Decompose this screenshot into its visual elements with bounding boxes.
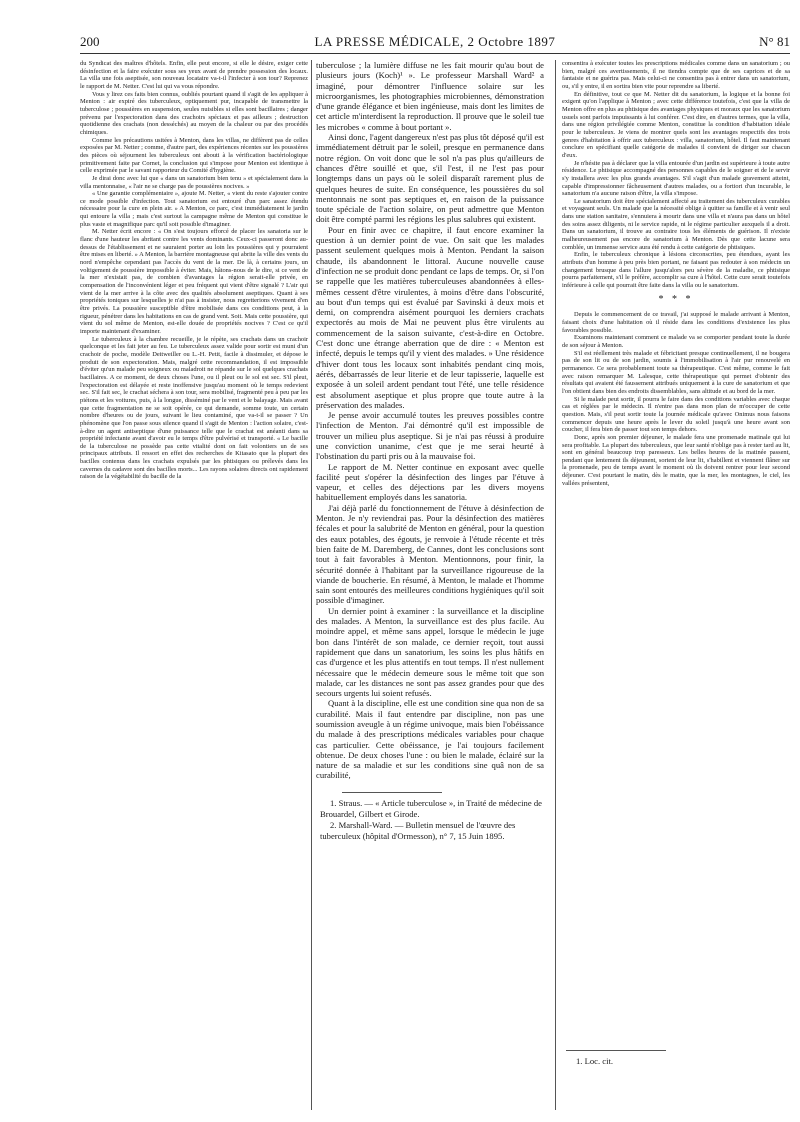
paragraph: Un dernier point à examiner : la surveillance et la discipline des malades. A Menton, la surveillance est des plus facile. Au moindre appel, et même sans appel, lorsque le médecin le juge bon dans l'intérêt de son malade, ce dernier reçoit, tout aussi rapidement que dans un sanatorium, les soins les plus hâtifs en cas d'urgence et les plus attentifs en tout temps. Il n'est nullement nécessaire que le médecin demeure sous le même toit que son malade, car les distances ne sont pas assez grandes pour que des secours urgents lui soient refusés. (316, 605, 544, 699)
footnote: 1. Straus. — « Article tuberculose », in Traité de médecine de Brouardel, Gilbert et Girode. (320, 798, 542, 819)
paragraph: M. Netter écrit encore : « On s'est toujours efforcé de placer les sanatoria sur le flanc d'une hauteur les abritant contre les vents dominants. Ceux-ci passeront donc au-dessus de l'établissement et ne sauraient porter au loin les poussières qui y pourraient être mises en liberté. » A Menton, la barrière montagneuse qui abrite la ville des vents du nord n'empêche cependant pas l'accès du vent de la mer. De là, à certains jours, un voltigement de poussière impossible à éviter. Mais, hâtons-nous de le dire, si ce vent de la mer n'existait pas, de combien d'avantages la région serait-elle privée, en compensation de l'inconvénient léger et peu fréquent qui vient d'être signalé ? L'air qui vient de la mer arrive à la côte avec des qualités absolument aseptiques. Quant à ses propriétés toniques sur lesquelles je n'ai pas à insister, nous regretterions vivement d'en être privés. La poussière susceptible d'être mobilisée dans ces conditions peut, à la rigueur, pénétrer dans les habitations en cas de grand vent. Soit. Mais cette poussière, qui vient du sol même de Menton, est-elle douée de propriétés nocives ? C'est ce qu'il importe maintenant d'examiner. (80, 228, 308, 335)
paragraph: S'il est réellement très malade et fébricitant presque continuellement, il ne bougera pas de son lit ou de son jardin, soumis à l'immobilisation à l'air pur renouvelé en permanence. Ce sera probablement toute sa thérapeutique. C'est même, comme le fait avec raison remarquer M. Lalesque, cette thérapeutique qui permet d'obtenir des résultats qui avaient été faussement attribués uniquement à la cure de sanatorium et que l'on obtient dans bien des endroits dissemblables, sans altitude et au bord de la mer. (562, 349, 790, 395)
section-separator: * * * (658, 293, 694, 305)
column-divider-2 (555, 60, 556, 1110)
paragraph: tuberculose ; la lumière diffuse ne les fait mourir qu'au bout de plusieurs jours (Koch)¹ ». Le professeur Marshall Ward² a imaginé, pour démontrer l'influence solaire sur les microorganismes, les photographies microbiennes, démonstration d'une grande élégance et bien ingénieuse, mais dont les limites de cet article m'interdisent la reproduction. Il prouve que le soleil tue les microbes « comme à bout portant ». (316, 60, 544, 132)
paragraph: Le tuberculeux à la chambre recueille, je le répète, ses crachats dans un crachoir quelconque et les fait jeter au feu. Le tuberculeux assez valide pour sortir est muni d'un crachoir de poche, modèle Deitweiller ou L.-H. Petit, facile à dissimuler, et dépose le produit de son expectoration. Mais, malgré cette recommandation, il est impossible d'éviter qu'un malade peu soigneux ou maladroit ne répande sur le sol quelques crachats bacillaires. A ce moment, de deux choses l'une, ou il pleut ou le sol est sec. S'il pleut, l'expectoration est délayée et reste inoffensive jusqu'au moment où le temps redevient sec. S'il fait sec, le crachat séchera à son tour, sera mobilisé, fragmenté peu à peu par les piétons et les voitures, puis, à la longue, disséminé par le vent et le balayage. Mais avant que cette fragmentation ne se soit opérée, ce qui demande, somme toute, un certain nombre d'heures ou de jours, suivant le lieu contaminé, que va-t-il se passer ? Un phénomène que l'on passe sous silence quand il s'agit de Menton : l'action solaire, c'est-à-dire un agent antiseptique d'une puissance telle que le crachat est anéanti dans sa propriété infectante avant d'avoir eu le temps d'être pulvérisé et transporté. « Le bacille de la tuberculose ne possède pas cette vitalité dont on fait volontiers un de ses principaux attributs. Il ressort en effet des recherches de Kitasato que la plupart des bacilles contenus dans les crachats expulsés par les phtisiques ou prélevés dans les cavernes du cadavre sont des bacilles morts... Les rayons solaires directs ont rapidement raison de la végétabilité du bacille de la (80, 335, 308, 481)
footnote-rule (342, 792, 442, 793)
paragraph: En définitive, tout ce que M. Netter dit du sanatorium, la logique et la bonne foi exigent qu'on l'applique à Menton ; avec cette différence toutefois, c'est que la villa de Menton offre en plus au phtisique des avantages physiques et moraux que les sanatorium usuels sont parfois impuissants à lui conférer. C'est dire, en d'autres termes, que la villa, dans une région privilégiée comme Menton, constitue la condition d'habitation idéale pour le tuberculeux. Je viens de montrer quels sont les avantages respectifs des trois genres d'habitation à offrir aux tuberculeux : villa, sanatorium, hôtel. Il faut maintenant conclure en spécifiant quelle catégorie de malades il convient de diriger sur chacun d'eux. (562, 90, 790, 159)
footnote: 1. Loc. cit. (576, 1056, 613, 1066)
paragraph: Examinons maintenant comment ce malade va se comporter pendant toute la durée de son séjour à Menton. (562, 334, 790, 349)
header-rule (80, 53, 790, 54)
paragraph: du Syndicat des maîtres d'hôtels. Enfin, elle peut encore, si elle le désire, exiger cette désinfection et la faire exécuter sous ses yeux avant de prendre possession des locaux. La villa une fois aseptisée, son nouveau locataire va-t-il l'infecter à son tour? Reprenez le rapport de M. Netter. C'est lui qui va vous répondre. (80, 60, 308, 90)
paragraph: Je n'hésite pas à déclarer que la villa entourée d'un jardin est supérieure à toute autre résidence. Le phtisique accompagné des personnes capables de le soigner et de le servir s'y installera avec les plus grands avantages. S'il s'agit d'un malade gravement atteint, capable d'impressionner fâcheusement d'autres malades, ou a fortiori d'un incurable, le sanatorium n'a aucune raison d'être, la villa s'impose. (562, 159, 790, 198)
paragraph: Quant à la discipline, elle est une condition sine qua non de sa curabilité. Mais il faut entendre par discipline, non pas une soumission aveugle à un régime univoque, mais bien l'obéissance du malade à des prescriptions médicales variables pour chaque cas particulier. Cette obéissance, je l'ai toujours facilement obtenue. De deux choses l'une : ou bien le malade, éclairé sur la nature de sa maladie et sur les conditions sine quâ non de sa curabilité, (316, 698, 544, 781)
column-3 (562, 60, 790, 1118)
footnote: 2. Marshall-Ward. — Bulletin mensuel de l'œuvre des tuberculeux (hôpital d'Ormesson), n° 7, 15 Juin 1895. (320, 820, 516, 841)
paragraph: Pour en finir avec ce chapitre, il faut encore examiner la question à un dernier point de vue. On sait que les malades passent seulement quelques mois à Menton. Pendant la saison chaude, ils abandonnent le littoral. Aucune nouvelle cause d'infection ne se produit donc pendant ce laps de temps. Or, si l'on se rappelle que les matières tuberculeuses abandonnées à elles-mêmes cessent d'être virulentes, à moins d'être dans l'obscurité, au bout d'un temps qui est évalué par Savinski à deux mois et demi, on comprendra aisément pourquoi les derniers crachats expectorés au mois de Mai ne peuvent plus être virulents au commencement de la saison suivante, c'est-à-dire en Octobre. C'est donc une étrange aberration que de dire : « Menton est infecté, depuis le temps qu'il y vient des malades. » Une résidence d'hiver dont tous les locaux sont inhabités pendant cinq mois, aérés, débarrassés de leur literie et de leur tapisserie, laquelle est exposée à un soleil ardent pendant tout l'été, une telle résidence est absolument aseptique et plus propre que toute autre à la préservation des malades. (316, 224, 544, 410)
page-number: 200 (80, 34, 100, 49)
paragraph: Enfin, le tuberculeux chronique à lésions circonscrites, peu étendues, ayant les attributs d'un homme à peu près bien portant, ne faisant pas redouter à son médecin un changement brusque dans l'allure jusqu'alors peu sévère de la maladie, ce phtisique pourra parfaitement, s'il le préfère, accomplir sa cure à l'hôtel. Cette cure serait toutefois inférieure à celle qui pourrait être faite dans la villa ou le sanatorium. (562, 251, 790, 290)
column-divider-1 (311, 60, 312, 1110)
paragraph: Le sanatorium doit être spécialement affecté au traitement des tuberculeux curables et voyageant seuls. Un malade que la nécessité oblige à quitter sa famille et à venir seul dans une station sanitaire, s'ennuiera à mourir dans une villa et n'aura pas dans un hôtel des soins assez diligents, ni le service rapide, ni le régime particulier auxquels il a droit. Dans un sanatorium, il trouve au contraire tous les éléments de guérison. Il n'existe malheureusement pas encore de sanatorium à Menton. Dès que cette lacune sera comblée, un immense service aura été rendu à cette catégorie de phtisiques. (562, 197, 790, 251)
paragraph: consentira à exécuter toutes les prescriptions médicales comme dans un sanatorium ; ou bien, malgré ces avertissements, il ne tiendra compte que de ses caprices et de sa fantaisie et ne guérira pas. Mais celui-ci ne consentira pas à entrer dans un sanatorium, ou, s'il y entre, il en sortira bien vite pour reprendre sa liberté. (562, 60, 790, 90)
paragraph: Le rapport de M. Netter continue en exposant avec quelle facilité peut s'opérer la désinfection des linges par l'étuve à vapeur, et celles des déjections par les divers moyens habituellement employés dans les sanatoria. (316, 461, 544, 503)
paragraph: Je pense avoir accumulé toutes les preuves possibles contre l'infection de Menton. J'ai démontré qu'il est impossible de trouver un milieu plus aseptique. Si je n'ai pas réussi à produire une conviction unanime, c'est que je me serai heurté à l'obstination du parti pris ou à la mauvaise foi. (316, 410, 544, 462)
paragraph: Depuis le commencement de ce travail, j'ai supposé le malade arrivant à Menton, faisant choix d'une habitation où il réside dans les conditions d'existence les plus favorables possible. (562, 311, 790, 334)
paragraph: « Une garantie complémentaire », ajoute M. Netter, « vient du reste s'ajouter contre ce mode possible d'infection. Tout sanatorium est entouré d'un parc assez étendu nécessaire pour la cure en plein air. » A Menton, ce parc, c'est immédiatement le jardin qui entoure la villa ; mais c'est surtout la campagne même de Menton qui constitue le plus vaste et magnifique parc qu'il soit possible d'imaginer. (80, 190, 308, 228)
journal-title: LA PRESSE MÉDICALE, 2 Octobre 1897 (314, 34, 556, 49)
column-1 (80, 60, 308, 1120)
column-2 (316, 60, 544, 787)
paragraph: Si le malade peut sortir, il pourra le faire dans des conditions variables avec chaque cas et réglées par le médecin. Il n'entre pas dans mon plan de m'occuper de cette question. Mais, s'il peut sortir toute la journée médicale qu'avec Onimus nous faisons commencer depuis une heure après le lever du soleil jusqu'à une heure avant son coucher, il fera bien de passer tout son temps dehors. (562, 395, 790, 434)
footnote-rule (566, 1050, 666, 1051)
page-header (80, 34, 790, 50)
paragraph: Ainsi donc, l'agent dangereux n'est pas plus tôt déposé qu'il est immédiatement détruit par le soleil, presque en permanence dans notre région. On voit donc que le sol n'a pas plus qu'ailleurs de chances d'être souillé et que, s'il l'est, il ne l'est pas pour longtemps dans un pays où le soleil disparaît rarement plus de quelques heures de suite. En conséquence, les poussières du sol mentonnais ne sont pas septiques et, en raison de la puissance toute spéciale de l'action solaire, on peut admettre que Menton doit être compté parmi les régions les plus salubres qui existent. (316, 132, 544, 225)
paragraph: J'ai déjà parlé du fonctionnement de l'étuve à désinfection de Menton. Je n'y reviendrai pas. Pour la désinfection des matières fécales et pour la salubrité de Menton en général, pour la question des eaux potables, des égouts, je renvoie à l'étude récente et très bien faite de M. Daremberg, de Cannes, dont les conclusions sont tout à fait favorables à Menton. Mentionnons, pour finir, la sécurité donnée à l'habitant par la surveillance rigoureuse de la viande de boucherie. En résumé, à Menton, le malade et l'homme sain sont entourés des meilleures conditions hygiéniques qu'il soit possible d'imaginer. (316, 502, 544, 606)
paragraph: Donc, après son premier déjeuner, le malade fera une promenade matinale qui lui sera profitable. La plupart des tuberculeux, que leur santé n'oblige pas à rester tard au lit, sont en général beaucoup trop paresseux. Les belles heures de la matinée passent, pendant que lentement ils déjeunent, sortent de leur lit, s'habillent et viennent flâner sur la promenade, peu de temps avant le moment où ils doivent rentrer pour leur second déjeuner. C'est pourtant le matin, dès le matin, que la mer, les montagnes, le ciel, les vallées présentent, (562, 433, 790, 487)
paragraph: Comme les précautions usitées à Menton, dans les villas, ne diffèrent pas de celles exposées par M. Netter ; comme, d'autre part, des expériences récentes sur les poussières des pièces où séjournent les tuberculeux ont abouti à la vérification bactériologique primitivement faite par Cornet, la conclusion qui s'impose pour Menton est identique à celle exprimée par le savant rapporteur du Comité d'hygiène. (80, 136, 308, 175)
paragraph: Je dirai donc avec lui que « dans un sanatorium bien tenu » et spécialement dans la villa mentonnaise, « l'air ne se charge pas de poussières nocives. » (80, 174, 308, 190)
issue-number: N° 81 (759, 34, 790, 49)
paragraph: Vous y lirez ces faits bien connus, oubliés pourtant quand il s'agit de les appliquer à Menton : air expiré des tuberculeux, optiquement pur, incapable de transmettre la tuberculose ; poussières en suspension, seules nuisibles si elles sont bacillaires ; danger prévenu par l'expectoration dans des crachoirs spéciaux et pas ailleurs ; destruction quotidienne des crachats (non desséchés) au moyen de la chaleur ou par des procédés chimiques. (80, 90, 308, 136)
footnotes-column-2 (320, 798, 552, 842)
